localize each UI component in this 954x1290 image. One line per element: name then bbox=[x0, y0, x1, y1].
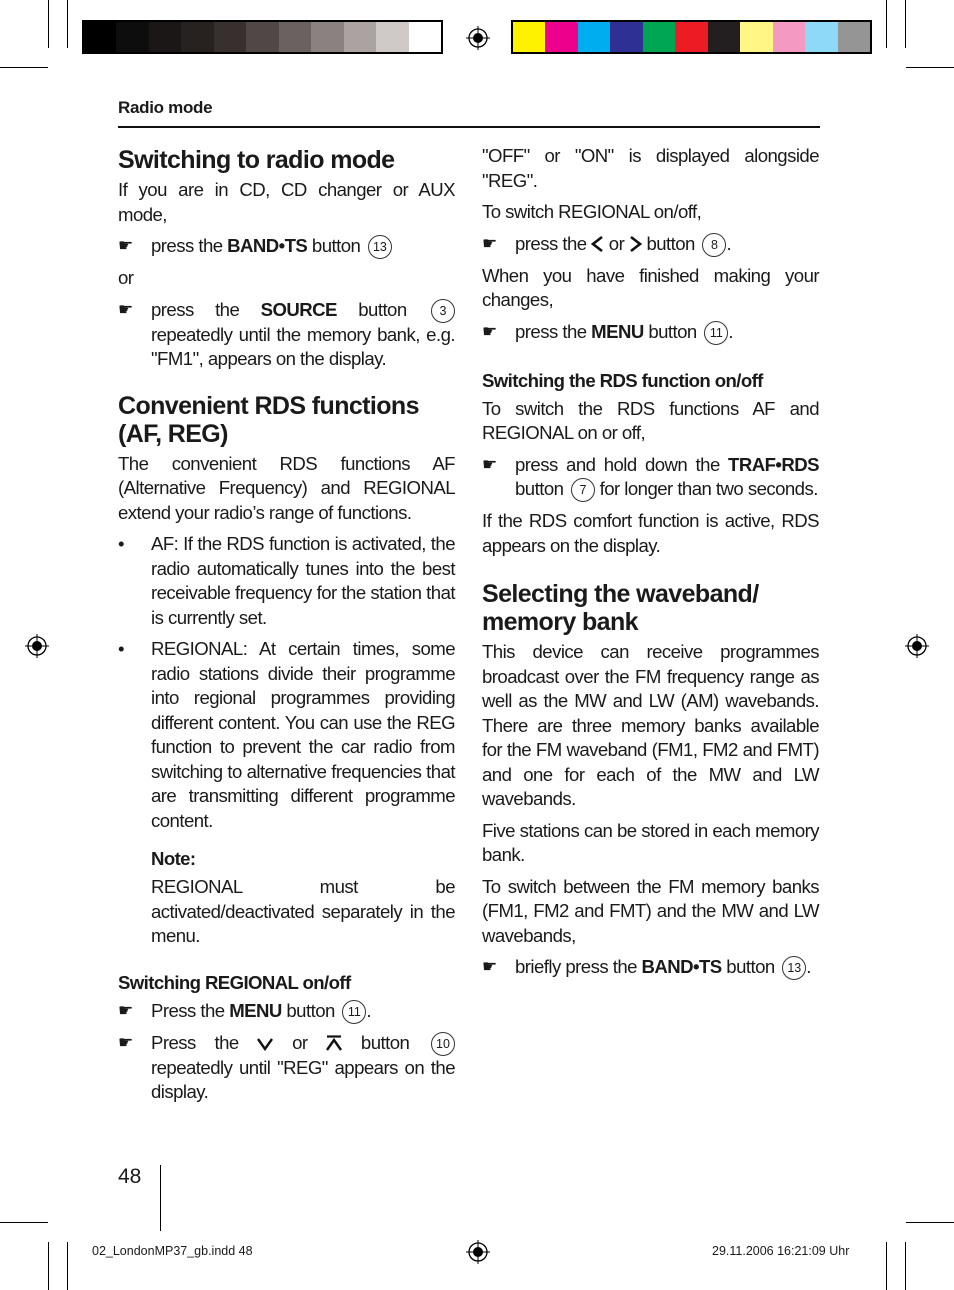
arrow-down-icon bbox=[257, 1035, 273, 1051]
registration-mark-right-icon bbox=[905, 634, 929, 658]
note-title: Note: bbox=[151, 848, 196, 869]
gray-swatch bbox=[344, 22, 377, 52]
paragraph: To switch between the FM memory banks (FM1, FM2 and FMT) and the MW and LW wavebands, bbox=[482, 875, 819, 946]
button-number-badge: 10 bbox=[431, 1032, 455, 1056]
gray-swatch bbox=[311, 22, 344, 52]
running-header: Radio mode bbox=[118, 98, 213, 117]
paragraph: If you are in CD, CD changer or AUX mode, bbox=[118, 179, 455, 225]
process-color-swatch bbox=[578, 22, 611, 52]
instruction-step: ☛ press the BAND•TS button 13 bbox=[118, 234, 455, 259]
note-block bbox=[118, 847, 455, 949]
button-number-badge: 7 bbox=[571, 478, 595, 502]
button-number-badge: 3 bbox=[431, 299, 455, 323]
instruction-step: ☛ press the or button 8 . bbox=[482, 232, 819, 257]
button-number-badge: 13 bbox=[368, 235, 392, 259]
paragraph: "OFF" or "ON" is displayed alongside "REG". bbox=[482, 145, 819, 191]
section-heading: Selecting the waveband/ memory bank bbox=[482, 580, 759, 636]
process-color-swatch bbox=[838, 22, 871, 52]
gray-swatch bbox=[246, 22, 279, 52]
pointing-hand-icon: ☛ bbox=[482, 233, 497, 253]
process-color-swatch bbox=[773, 22, 806, 52]
left-column bbox=[118, 146, 455, 1112]
process-color-swatch bbox=[545, 22, 578, 52]
process-color-bar bbox=[511, 20, 872, 54]
chevron-left-icon bbox=[591, 236, 604, 252]
gray-swatch bbox=[149, 22, 182, 52]
paragraph: To switch the RDS functions AF and REGIONAL on or off, bbox=[482, 397, 819, 443]
bullet-dot: • bbox=[118, 533, 124, 554]
process-color-swatch bbox=[643, 22, 676, 52]
bullet-item: • AF: If the RDS function is activated, the radio automatically tunes into the best receivable frequency for the station that is currently set. bbox=[118, 533, 455, 628]
gray-swatch bbox=[214, 22, 247, 52]
subsection-heading: Switching REGIONAL on/off bbox=[118, 971, 351, 993]
paragraph: When you have finished making your changes, bbox=[482, 264, 819, 310]
button-number-badge: 11 bbox=[342, 1000, 366, 1024]
gray-swatch bbox=[409, 22, 442, 52]
process-color-swatch bbox=[805, 22, 838, 52]
paragraph: To switch REGIONAL on/off, bbox=[482, 201, 702, 222]
paragraph: The convenient RDS functions AF (Alternative Frequency) and REGIONAL extend your radio’s range of functions. bbox=[118, 452, 455, 523]
instruction-step: ☛ press the MENU button 11 . bbox=[482, 320, 819, 345]
pointing-hand-icon: ☛ bbox=[118, 236, 133, 255]
section-heading: Switching to radio mode bbox=[118, 146, 395, 174]
process-color-swatch bbox=[708, 22, 741, 52]
file-slug: 02_LondonMP37_gb.indd 48 bbox=[92, 1244, 253, 1258]
arrow-up-icon bbox=[326, 1035, 342, 1051]
subsection-heading: Switching the RDS function on/off bbox=[482, 369, 763, 391]
grayscale-color-bar bbox=[82, 20, 443, 54]
date-slug: 29.11.2006 16:21:09 Uhr bbox=[712, 1244, 850, 1258]
paragraph: This device can receive programmes broadcast over the FM frequency range as well as the MW and LW (AM) wavebands. There are three memory banks available for the FM waveband (FM1, FM2 and FMT) and one for each of the MW and LW wavebands. bbox=[482, 641, 819, 809]
chevron-right-icon bbox=[629, 236, 642, 252]
bullet-dot: • bbox=[118, 638, 124, 659]
instruction-step: ☛ Press the or button 10 repeatedly until "REG" appears on the display. bbox=[118, 1031, 455, 1102]
registration-mark-top-icon bbox=[466, 26, 490, 50]
process-color-swatch bbox=[740, 22, 773, 52]
paragraph: or bbox=[118, 267, 134, 288]
process-color-swatch bbox=[513, 22, 546, 52]
note-text: REGIONAL must be activated/deactivated separately in the menu. bbox=[151, 876, 455, 946]
process-color-swatch bbox=[675, 22, 708, 52]
gray-swatch bbox=[84, 22, 117, 52]
header-rule bbox=[118, 126, 820, 128]
registration-mark-left-icon bbox=[25, 634, 49, 658]
pointing-hand-icon: ☛ bbox=[482, 454, 497, 474]
process-color-swatch bbox=[610, 22, 643, 52]
gray-swatch bbox=[279, 22, 312, 52]
instruction-step: ☛ Press the MENU button 11 . bbox=[118, 999, 455, 1024]
gray-swatch bbox=[376, 22, 409, 52]
gray-swatch bbox=[181, 22, 214, 52]
pointing-hand-icon: ☛ bbox=[118, 1032, 133, 1052]
button-number-badge: 8 bbox=[702, 233, 726, 257]
page-number: 48 bbox=[118, 1165, 142, 1188]
pointing-hand-icon: ☛ bbox=[482, 321, 497, 341]
registration-mark-bottom-icon bbox=[466, 1240, 490, 1264]
button-number-badge: 13 bbox=[782, 956, 806, 980]
instruction-step: ☛ briefly press the BAND•TS button 13 . bbox=[482, 955, 819, 980]
section-heading: Convenient RDS functions (AF, REG) bbox=[118, 391, 419, 448]
pointing-hand-icon: ☛ bbox=[118, 299, 133, 319]
right-column bbox=[482, 144, 819, 987]
paragraph: Five stations can be stored in each memory bank. bbox=[482, 819, 819, 865]
instruction-step: ☛ press the SOURCE button 3 repeatedly until the memory bank, e.g. "FM1", appears on the display. bbox=[118, 298, 455, 369]
pointing-hand-icon: ☛ bbox=[118, 1000, 133, 1020]
gray-swatch bbox=[116, 22, 149, 52]
paragraph: If the RDS comfort function is active, RDS appears on the display. bbox=[482, 510, 819, 556]
bullet-item: • REGIONAL: At certain times, some radio stations divide their programme into regional programmes providing different content. You can use the REG function to prevent the car radio from switching to alternative frequencies that are transmitting different programme content. bbox=[118, 638, 455, 831]
pointing-hand-icon: ☛ bbox=[482, 957, 497, 976]
button-number-badge: 11 bbox=[704, 321, 728, 345]
instruction-step: ☛ press and hold down the TRAF•RDS button 7 for longer than two seconds. bbox=[482, 453, 819, 503]
